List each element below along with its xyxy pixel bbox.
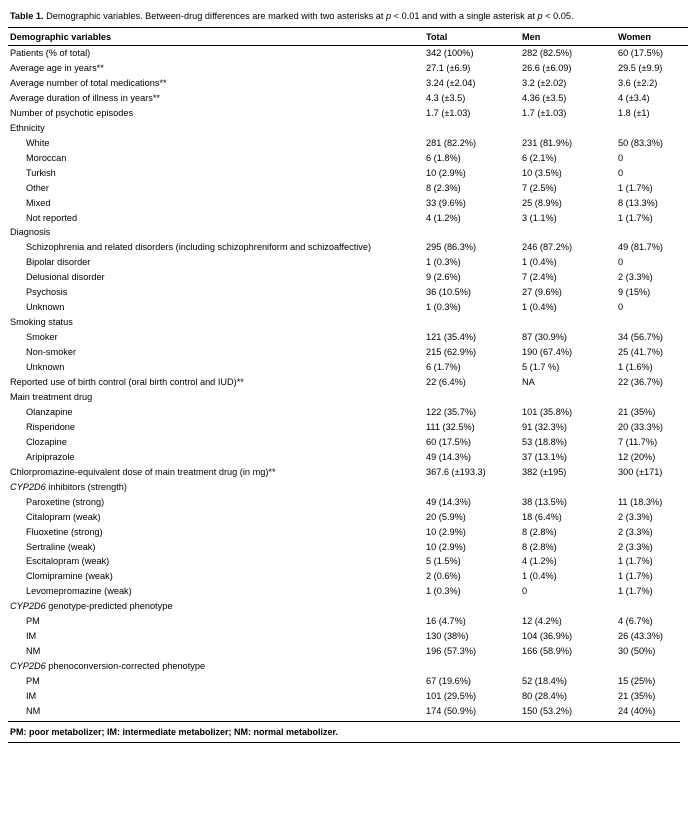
- row-value-total: 1 (0.3%): [426, 257, 461, 268]
- row-value-men: 231 (81.9%): [522, 137, 573, 148]
- row-value-women: 21 (35%): [618, 691, 656, 702]
- row-value-total: 122 (35.7%): [426, 406, 477, 417]
- row-value-men: [520, 390, 616, 405]
- table-row: [8, 315, 688, 330]
- row-value-men: 104 (36.9%): [522, 631, 573, 642]
- row-value-men: [520, 659, 616, 674]
- row-value-men: 27 (9.6%): [522, 287, 562, 298]
- row-value-total: 67 (19.6%): [426, 676, 471, 687]
- row-label: Not reported: [26, 212, 78, 223]
- row-value-women: 11 (18.3%): [618, 496, 663, 507]
- row-value-men: 10 (3.5%): [522, 167, 562, 178]
- row-value-women: [616, 315, 688, 330]
- row-value-total: 130 (38%): [426, 631, 469, 642]
- row-value-total: 20 (5.9%): [426, 511, 466, 522]
- row-value-men: 8 (2.8%): [522, 526, 557, 537]
- table-row: [8, 151, 688, 166]
- table-row: [8, 480, 688, 495]
- row-value-women: 25 (41.7%): [618, 347, 663, 358]
- row-value-women: [616, 659, 688, 674]
- row-value-men: 26.6 (±6.09): [522, 63, 572, 73]
- table-row: [8, 450, 688, 465]
- row-value-women: 1 (1.7%): [618, 182, 653, 193]
- row-value-women: 0: [618, 257, 624, 268]
- row-value-women: 24 (40%): [618, 705, 656, 716]
- row-value-total: [424, 599, 520, 614]
- row-value-total: 10 (2.9%): [426, 526, 466, 537]
- row-value-total: 2 (0.6%): [426, 571, 461, 582]
- row-label: Number of psychotic episodes: [10, 107, 134, 118]
- row-value-men: 8 (2.8%): [522, 541, 557, 552]
- table-row: [8, 704, 688, 719]
- row-value-women: 3.6 (±2.2): [618, 77, 658, 88]
- row-value-total: 1 (0.3%): [426, 302, 461, 313]
- row-value-total: [424, 390, 520, 405]
- table-caption-italic-p1: p: [386, 11, 392, 21]
- row-value-total: [424, 315, 520, 330]
- row-value-women: 2 (3.3%): [618, 541, 653, 552]
- row-value-men: 101 (35.8%): [522, 406, 573, 417]
- row-value-total: 49 (14.3%): [426, 451, 471, 462]
- row-value-men: 166 (58.9%): [522, 646, 573, 657]
- row-value-men: [520, 315, 616, 330]
- row-label: Escitalopram (weak): [26, 556, 110, 567]
- column-header-variables: Demographic variables: [8, 28, 424, 46]
- table-row: [8, 210, 688, 225]
- row-value-women: [616, 390, 688, 405]
- row-value-men: 0: [522, 586, 528, 597]
- row-value-women: 20 (33.3%): [618, 421, 663, 432]
- row-value-women: 4 (±3.4): [618, 92, 650, 103]
- row-label-rest: inhibitors (strength): [45, 481, 127, 492]
- row-value-total: 16 (4.7%): [426, 616, 466, 627]
- row-value-men: 246 (87.2%): [522, 242, 573, 253]
- row-label: Non-smoker: [26, 347, 77, 358]
- table-caption-text-3: < 0.05.: [542, 11, 574, 21]
- row-value-total: 8 (2.3%): [426, 182, 461, 193]
- row-value-total: 9 (2.6%): [426, 272, 461, 283]
- row-value-total: [424, 121, 520, 136]
- row-value-women: 21 (35%): [618, 406, 656, 417]
- row-value-men: [520, 480, 616, 495]
- table-row: [8, 539, 688, 554]
- row-label: Schizophrenia and related disorders (including schizophreniform and schizoaffective): [26, 242, 372, 253]
- row-value-total: [424, 225, 520, 240]
- row-label: [8, 659, 424, 674]
- row-label: [8, 599, 424, 614]
- row-label: PM: [26, 616, 40, 627]
- row-value-total: 10 (2.9%): [426, 167, 466, 178]
- table-row: [8, 166, 688, 181]
- row-value-women: [616, 599, 688, 614]
- row-value-women: 4 (6.7%): [618, 616, 653, 627]
- row-label: Average age in years**: [10, 63, 104, 73]
- table-row: [8, 554, 688, 569]
- row-value-total: 60 (17.5%): [426, 436, 471, 447]
- row-value-men: [520, 599, 616, 614]
- row-value-total: 281 (82.2%): [426, 137, 477, 148]
- row-value-women: 1 (1.7%): [618, 586, 653, 597]
- table-caption-text-2: < 0.01 and with a single asterisk at: [391, 11, 538, 21]
- row-value-men: 1.7 (±1.03): [522, 107, 567, 118]
- table-row: [8, 525, 688, 540]
- row-label: Unknown: [26, 302, 65, 313]
- row-value-women: 1 (1.7%): [618, 571, 653, 582]
- row-value-women: 12 (20%): [618, 451, 656, 462]
- row-value-men: 52 (18.4%): [522, 676, 567, 687]
- row-label: Fluoxetine (strong): [26, 526, 103, 537]
- table-row: [8, 674, 688, 689]
- row-value-men: 6 (2.1%): [522, 152, 557, 163]
- table-row: [8, 599, 688, 614]
- row-value-women: 29.5 (±9.9): [618, 63, 663, 73]
- row-label: Smoking status: [10, 317, 73, 328]
- table-row: [8, 76, 688, 91]
- row-value-women: 300 (±171): [618, 466, 663, 477]
- row-value-men: 5 (1.7 %): [522, 362, 560, 373]
- table-row: [8, 420, 688, 435]
- row-label: Unknown: [26, 362, 65, 373]
- row-value-total: 33 (9.6%): [426, 197, 466, 208]
- row-label: Average number of total medications**: [10, 77, 167, 88]
- row-value-women: 49 (81.7%): [618, 242, 663, 253]
- row-value-men: 1 (0.4%): [522, 302, 557, 313]
- row-value-total: 111 (32.5%): [426, 421, 475, 432]
- row-label: PM: [26, 676, 40, 687]
- row-value-total: 215 (62.9%): [426, 347, 477, 358]
- row-value-total: 101 (29.5%): [426, 691, 477, 702]
- row-value-men: 4.36 (±3.5): [522, 92, 567, 103]
- table-row: [8, 91, 688, 106]
- table-caption-italic-p2: p: [537, 11, 543, 21]
- row-value-women: 9 (15%): [618, 287, 651, 298]
- table-row: [8, 614, 688, 629]
- row-value-women: 60 (17.5%): [618, 48, 663, 59]
- row-label-italic-prefix: CYP2D6: [10, 481, 46, 492]
- row-value-total: 4 (1.2%): [426, 212, 461, 223]
- row-value-men: 190 (67.4%): [522, 347, 573, 358]
- row-value-total: 174 (50.9%): [426, 705, 477, 716]
- row-value-men: 1 (0.4%): [522, 571, 557, 582]
- column-header-total: Total: [424, 28, 520, 46]
- row-value-men: NA: [522, 377, 535, 388]
- row-value-men: 53 (18.8%): [522, 436, 567, 447]
- row-value-men: [520, 121, 616, 136]
- row-value-men: [520, 225, 616, 240]
- row-label: Risperidone: [26, 421, 76, 432]
- table-row: [8, 659, 688, 674]
- table-row: [8, 510, 688, 525]
- row-label-rest: phenoconversion-corrected phenotype: [45, 661, 206, 672]
- row-value-total: 1 (0.3%): [426, 586, 461, 597]
- table-caption-text-1: Demographic variables. Between-drug differences are marked with two asterisks at: [46, 11, 387, 21]
- row-value-total: 295 (86.3%): [426, 242, 477, 253]
- row-value-women: 22 (36.7%): [618, 377, 663, 388]
- row-value-women: 15 (25%): [618, 676, 656, 687]
- table-row: [8, 375, 688, 390]
- row-value-total: 3.24 (±2.04): [426, 77, 476, 88]
- row-label: Delusional disorder: [26, 272, 105, 283]
- row-value-total: 121 (35.4%): [426, 332, 477, 343]
- row-value-total: 22 (6.4%): [426, 377, 466, 388]
- row-value-men: 37 (13.1%): [522, 451, 567, 462]
- row-value-men: 1 (0.4%): [522, 257, 557, 268]
- row-value-women: 26 (43.3%): [618, 631, 663, 642]
- row-value-total: 6 (1.8%): [426, 152, 461, 163]
- row-value-women: 0: [618, 302, 624, 313]
- row-value-total: 367.6 (±193.3): [426, 466, 486, 477]
- row-value-women: 2 (3.3%): [618, 272, 653, 283]
- row-value-women: 2 (3.3%): [618, 526, 653, 537]
- table-row: [8, 255, 688, 270]
- row-value-women: 1 (1.7%): [618, 556, 653, 567]
- table-row: [8, 46, 688, 61]
- row-value-total: 6 (1.7%): [426, 362, 461, 373]
- row-label-italic-prefix: CYP2D6: [10, 661, 46, 672]
- table-row: [8, 270, 688, 285]
- row-label-rest: genotype-predicted phenotype: [45, 601, 173, 612]
- table-row: [8, 465, 688, 480]
- row-value-women: 0: [618, 152, 624, 163]
- row-value-men: 3 (1.1%): [522, 212, 557, 223]
- table-footnote: PM: poor metabolizer; IM: intermediate metabolizer; NM: normal metabolizer.: [10, 726, 339, 737]
- row-value-men: 3.2 (±2.02): [522, 77, 567, 88]
- row-value-total: 1.7 (±1.03): [426, 107, 471, 118]
- table-row: [8, 330, 688, 345]
- row-value-men: 18 (6.4%): [522, 511, 562, 522]
- row-value-total: 342 (100%): [426, 48, 474, 59]
- row-label: Diagnosis: [10, 227, 51, 238]
- table-row: [8, 181, 688, 196]
- row-label: Citalopram (weak): [26, 511, 101, 522]
- row-value-men: 80 (28.4%): [522, 691, 567, 702]
- row-label: Psychosis: [26, 287, 68, 298]
- row-value-men: 4 (1.2%): [522, 556, 557, 567]
- row-value-men: 282 (82.5%): [522, 48, 573, 59]
- table-row: [8, 196, 688, 211]
- table-row: [8, 495, 688, 510]
- column-header-men: Men: [520, 28, 616, 46]
- row-label: Aripiprazole: [26, 451, 75, 462]
- row-label: IM: [26, 691, 37, 702]
- row-value-women: 1 (1.6%): [618, 362, 653, 373]
- row-label: Sertraline (weak): [26, 541, 96, 552]
- row-value-women: 50 (83.3%): [618, 137, 663, 148]
- table-row: [8, 225, 688, 240]
- row-value-women: [616, 225, 688, 240]
- row-value-total: 10 (2.9%): [426, 541, 466, 552]
- row-value-men: 7 (2.5%): [522, 182, 557, 193]
- row-label: [8, 480, 424, 495]
- table-row: [8, 240, 688, 255]
- row-value-total: 36 (10.5%): [426, 287, 471, 298]
- row-value-men: 150 (53.2%): [522, 705, 573, 716]
- row-value-total: 5 (1.5%): [426, 556, 461, 567]
- row-label: NM: [26, 705, 41, 716]
- row-value-total: [424, 659, 520, 674]
- table-row: [8, 360, 688, 375]
- row-value-women: 30 (50%): [618, 646, 656, 657]
- table-row: [8, 345, 688, 360]
- row-label: Reported use of birth control (oral birth control and IUD)**: [10, 377, 244, 388]
- row-value-men: 38 (13.5%): [522, 496, 567, 507]
- table-row: [8, 390, 688, 405]
- row-label: Clomipramine (weak): [26, 571, 113, 582]
- row-value-women: 2 (3.3%): [618, 511, 653, 522]
- row-label: Ethnicity: [10, 122, 45, 133]
- row-value-women: 1.8 (±1): [618, 107, 650, 118]
- row-label: Paroxetine (strong): [26, 496, 105, 507]
- row-label: Average duration of illness in years**: [10, 92, 160, 103]
- row-label: Patients (% of total): [10, 48, 91, 59]
- row-label: White: [26, 137, 50, 148]
- row-value-women: [616, 121, 688, 136]
- table-row: [8, 136, 688, 151]
- table-header-row: [8, 28, 688, 46]
- table-final-rule: [8, 742, 680, 743]
- row-value-total: 49 (14.3%): [426, 496, 471, 507]
- row-value-men: 7 (2.4%): [522, 272, 557, 283]
- table-row: [8, 405, 688, 420]
- row-value-men: 25 (8.9%): [522, 197, 562, 208]
- row-value-women: [616, 480, 688, 495]
- row-label: Levomepromazine (weak): [26, 586, 132, 597]
- row-label: Clozapine: [26, 436, 67, 447]
- table-row: [8, 121, 688, 136]
- row-value-total: 4.3 (±3.5): [426, 92, 466, 103]
- row-label: Chlorpromazine-equivalent dose of main treatment drug (in mg)**: [10, 466, 276, 477]
- table-row: [8, 106, 688, 121]
- table-body: [8, 46, 688, 719]
- demographics-table: [8, 27, 688, 718]
- row-value-women: 34 (56.7%): [618, 332, 663, 343]
- table-row: [8, 300, 688, 315]
- table-row: [8, 629, 688, 644]
- table-row: [8, 61, 688, 76]
- table-row: [8, 689, 688, 704]
- row-value-women: 0: [618, 167, 624, 178]
- row-label-italic-prefix: CYP2D6: [10, 601, 46, 612]
- table-caption: [8, 8, 680, 27]
- row-value-women: 8 (13.3%): [618, 197, 658, 208]
- row-label: Bipolar disorder: [26, 257, 91, 268]
- row-value-men: 87 (30.9%): [522, 332, 567, 343]
- table-row: [8, 435, 688, 450]
- row-label: Mixed: [26, 197, 51, 208]
- row-label: Main treatment drug: [10, 391, 93, 402]
- row-label: Olanzapine: [26, 406, 73, 417]
- table-row: [8, 584, 688, 599]
- row-value-men: 382 (±195): [522, 466, 567, 477]
- row-label: Smoker: [26, 332, 58, 343]
- row-label: NM: [26, 646, 41, 657]
- row-value-total: [424, 480, 520, 495]
- table-caption-label: Table 1.: [10, 11, 44, 21]
- column-header-women: Women: [616, 28, 688, 46]
- table-row: [8, 644, 688, 659]
- row-value-total: 27.1 (±6.9): [426, 63, 471, 73]
- table-header: [8, 28, 688, 46]
- table-row: [8, 285, 688, 300]
- row-value-men: 91 (32.3%): [522, 421, 567, 432]
- row-value-total: 196 (57.3%): [426, 646, 477, 657]
- table-row: [8, 569, 688, 584]
- row-label: Other: [26, 182, 49, 193]
- row-value-men: 12 (4.2%): [522, 616, 562, 627]
- row-label: Turkish: [26, 167, 56, 178]
- row-value-women: 7 (11.7%): [618, 436, 658, 447]
- row-label: Moroccan: [26, 152, 67, 163]
- row-label: IM: [26, 631, 37, 642]
- row-value-women: 1 (1.7%): [618, 212, 653, 223]
